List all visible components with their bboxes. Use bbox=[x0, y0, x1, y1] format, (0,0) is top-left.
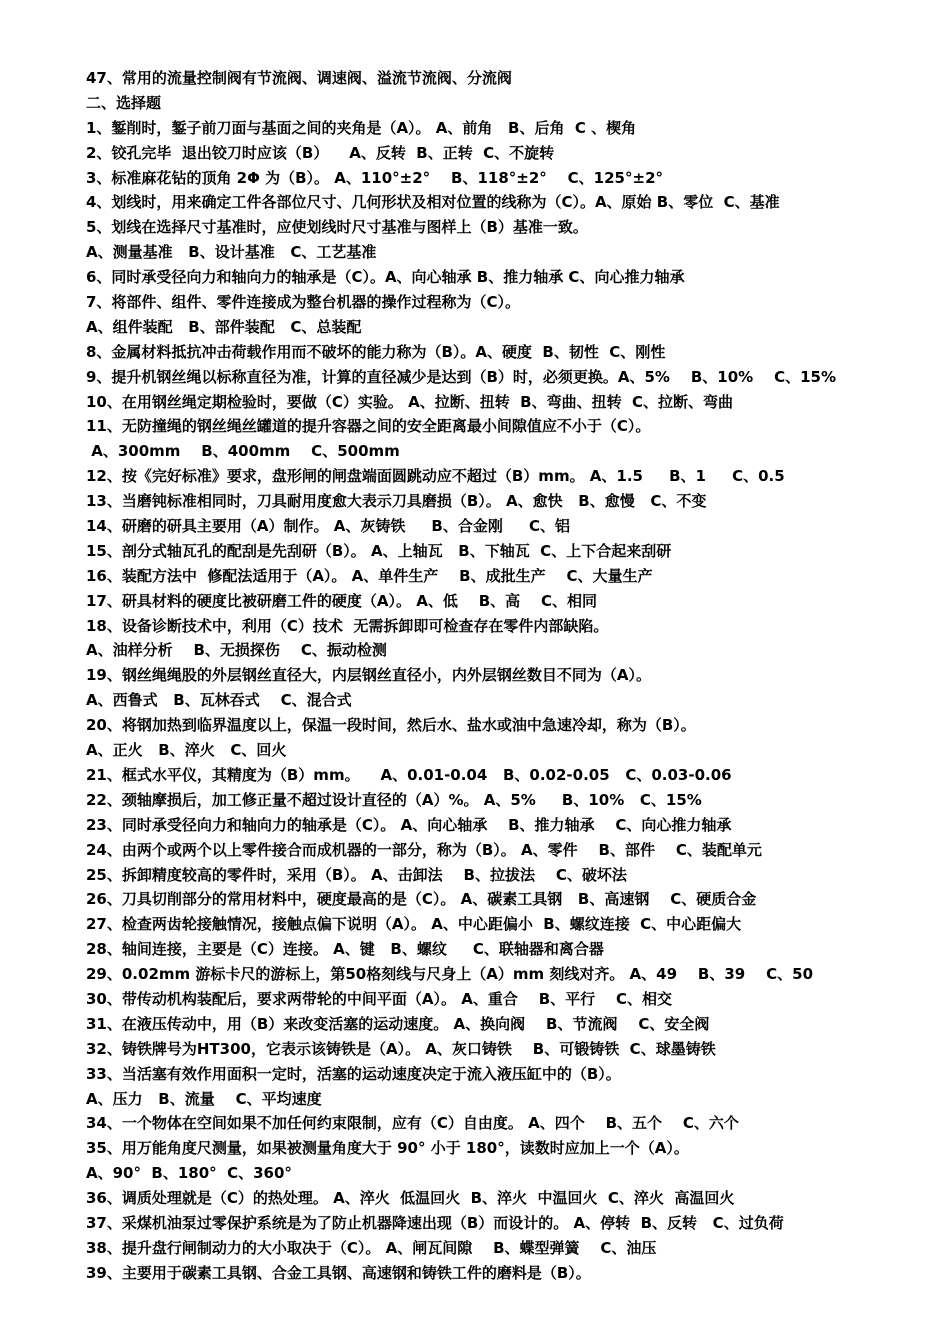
text-line: 二、选择题 bbox=[86, 93, 162, 112]
question-list bbox=[86, 66, 946, 1286]
text-line: 7、将部件、组件、零件连接成为整台机器的操作过程称为（C）。 bbox=[86, 293, 520, 312]
text-line: 33、当活塞有效作用面积一定时，活塞的运动速度决定于流入液压缸中的（B）。 bbox=[86, 1064, 621, 1083]
text-line: A、正火 B、淬火 C、回火 bbox=[86, 741, 287, 760]
text-line: 18、设备诊断技术中，利用（C）技术 无需拆卸即可检查存在零件内部缺陷。 bbox=[86, 616, 609, 635]
text-line: 39、主要用于碳素工具钢、合金工具钢、高速钢和铸铁工件的磨料是（B）。 bbox=[86, 1263, 591, 1282]
text-line: 31、在液压传动中，用（B）来改变活塞的运动速度。 A、换向阀 B、节流阀 C、安全阀 bbox=[86, 1014, 710, 1033]
text-line: 37、采煤机油泵过零保护系统是为了防止机器降速出现（B）而设计的。 A、停转 B、反转 C、过负荷 bbox=[86, 1213, 784, 1232]
text-line: 4、划线时，用来确定工件各部位尺寸、几何形状及相对位置的线称为（C）。A、原始 B、零位 C、基准 bbox=[86, 193, 780, 212]
text-line: A、油样分析 B、无损探伤 C、振动检测 bbox=[86, 641, 387, 660]
text-line: 30、带传动机构装配后，要求两带轮的中间平面（A）。 A、重合 B、平行 C、相交 bbox=[86, 989, 673, 1008]
text-line: 25、拆卸精度较高的零件时，采用（B）。 A、击卸法 B、拉拔法 C、破坏法 bbox=[86, 865, 627, 884]
text-line: 16、装配方法中 修配法适用于（A）。 A、单件生产 B、成批生产 C、大量生产 bbox=[86, 566, 653, 585]
text-line: 47、常用的流量控制阀有节流阀、调速阀、溢流节流阀、分流阀 bbox=[86, 69, 512, 87]
text-line: 15、剖分式轴瓦孔的配刮是先刮研（B）。 A、上轴瓦 B、下轴瓦 C、上下合起来刮研 bbox=[86, 541, 672, 560]
text-line: 24、由两个或两个以上零件接合而成机器的一部分，称为（B）。 A、零件 B、部件 C、装配单元 bbox=[86, 840, 762, 859]
text-line: 8、金属材料抵抗冲击荷载作用而不破坏的能力称为（B）。A、硬度 B、韧性 C、刚性 bbox=[86, 342, 666, 361]
text-line: 35、用万能角度尺测量，如果被测量角度大于 90° 小于 180°，读数时应加上一个（A）。 bbox=[86, 1139, 689, 1158]
text-line: 19、钢丝绳绳股的外层钢丝直径大，内层钢丝直径小，内外层钢丝数目不同为（A）。 bbox=[86, 666, 651, 685]
text-line: 13、当磨钝标准相同时，刀具耐用度愈大表示刀具磨损（B）。 A、愈快 B、愈慢 C、不变 bbox=[86, 492, 707, 511]
text-line: 28、轴间连接，主要是（C）连接。 A、键 B、螺纹 C、联轴器和离合器 bbox=[86, 940, 604, 959]
text-line: 12、按《完好标准》要求，盘形闸的闸盘端面圆跳动应不超过（B）mm。 A、1.5 B、1 C、0.5 bbox=[86, 467, 785, 486]
text-line: 9、提升机钢丝绳以标称直径为准，计算的直径减少是达到（B）时，必须更换。A、5% B、10% C、15% bbox=[86, 367, 836, 386]
text-line: 34、一个物体在空间如果不加任何约束限制，应有（C）自由度。 A、四个 B、五个 C、六个 bbox=[86, 1114, 739, 1133]
text-line: 27、检查两齿轮接触情况，接触点偏下说明（A）。 A、中心距偏小 B、螺纹连接 C、中心距偏大 bbox=[86, 915, 742, 934]
text-line: A、西鲁式 B、瓦林吞式 C、混合式 bbox=[86, 691, 352, 710]
text-line: 38、提升盘行闸制动力的大小取决于（C）。 A、闸瓦间隙 B、蝶型弹簧 C、油压 bbox=[86, 1238, 657, 1257]
text-line: 2、铰孔完毕 退出铰刀时应该（B） A、反转 B、正转 C、不旋转 bbox=[86, 143, 555, 162]
text-line: 32、铸铁牌号为HT300，它表示该铸铁是（A）。 A、灰口铸铁 B、可锻铸铁 C、球墨铸铁 bbox=[86, 1039, 716, 1058]
text-line: A、90° B、180° C、360° bbox=[86, 1164, 292, 1183]
text-line: 22、颈轴摩损后，加工修正量不超过设计直径的（A）%。 A、5% B、10% C、15% bbox=[86, 790, 702, 809]
text-line: 21、框式水平仪，其精度为（B）mm。 A、0.01-0.04 B、0.02-0.05 C、0.03-0.06 bbox=[86, 765, 732, 784]
text-line: 23、同时承受径向力和轴向力的轴承是（C）。 A、向心轴承 B、推力轴承 C、向心推力轴承 bbox=[86, 815, 732, 834]
text-line: 11、无防撞绳的钢丝绳丝罐道的提升容器之间的安全距离最小间隙值应不小于（C）。 bbox=[86, 417, 651, 436]
text-line: 6、同时承受径向力和轴向力的轴承是（C）。A、向心轴承 B、推力轴承 C、向心推力轴承 bbox=[86, 268, 685, 287]
text-line: 14、研磨的研具主要用（A）制作。 A、灰铸铁 B、合金刚 C、铝 bbox=[86, 517, 570, 536]
text-line: 36、调质处理就是（C）的热处理。 A、淬火 低温回火 B、淬火 中温回火 C、淬火 高温回火 bbox=[86, 1189, 735, 1208]
text-line: A、压力 B、流量 C、平均速度 bbox=[86, 1089, 322, 1108]
text-line: A、组件装配 B、部件装配 C、总装配 bbox=[86, 317, 362, 336]
text-line: 5、划线在选择尺寸基准时，应使划线时尺寸基准与图样上（B）基准一致。 bbox=[86, 218, 588, 237]
text-line: 26、刀具切削部分的常用材料中，硬度最高的是（C）。 A、碳素工具钢 B、高速钢 C、硬质合金 bbox=[86, 890, 757, 909]
text-line: 10、在用钢丝绳定期检验时，要做（C）实验。 A、拉断、扭转 B、弯曲、扭转 C、拉断、弯曲 bbox=[86, 392, 734, 411]
text-line: A、300mm B、400mm C、500mm bbox=[86, 442, 400, 461]
text-line: 17、研具材料的硬度比被研磨工件的硬度（A）。 A、低 B、高 C、相同 bbox=[86, 591, 598, 610]
text-line: 1、錾削时，錾子前刀面与基面之间的夹角是（A）。 A、前角 B、后角 C 、楔角 bbox=[86, 118, 637, 137]
text-line: 20、将钢加热到临界温度以上，保温一段时间，然后水、盐水或油中急速冷却，称为（B）。 bbox=[86, 716, 696, 735]
text-line: 29、0.02mm 游标卡尺的游标上，第50格刻线与尺身上（A）mm 刻线对齐。 A、49 B、39 C、50 bbox=[86, 965, 814, 984]
text-line: 3、标准麻花钻的顶角 2Φ 为（B）。 A、110°±2° B、118°±2° C、125°±2° bbox=[86, 168, 664, 187]
text-line: A、测量基准 B、设计基准 C、工艺基准 bbox=[86, 243, 377, 262]
